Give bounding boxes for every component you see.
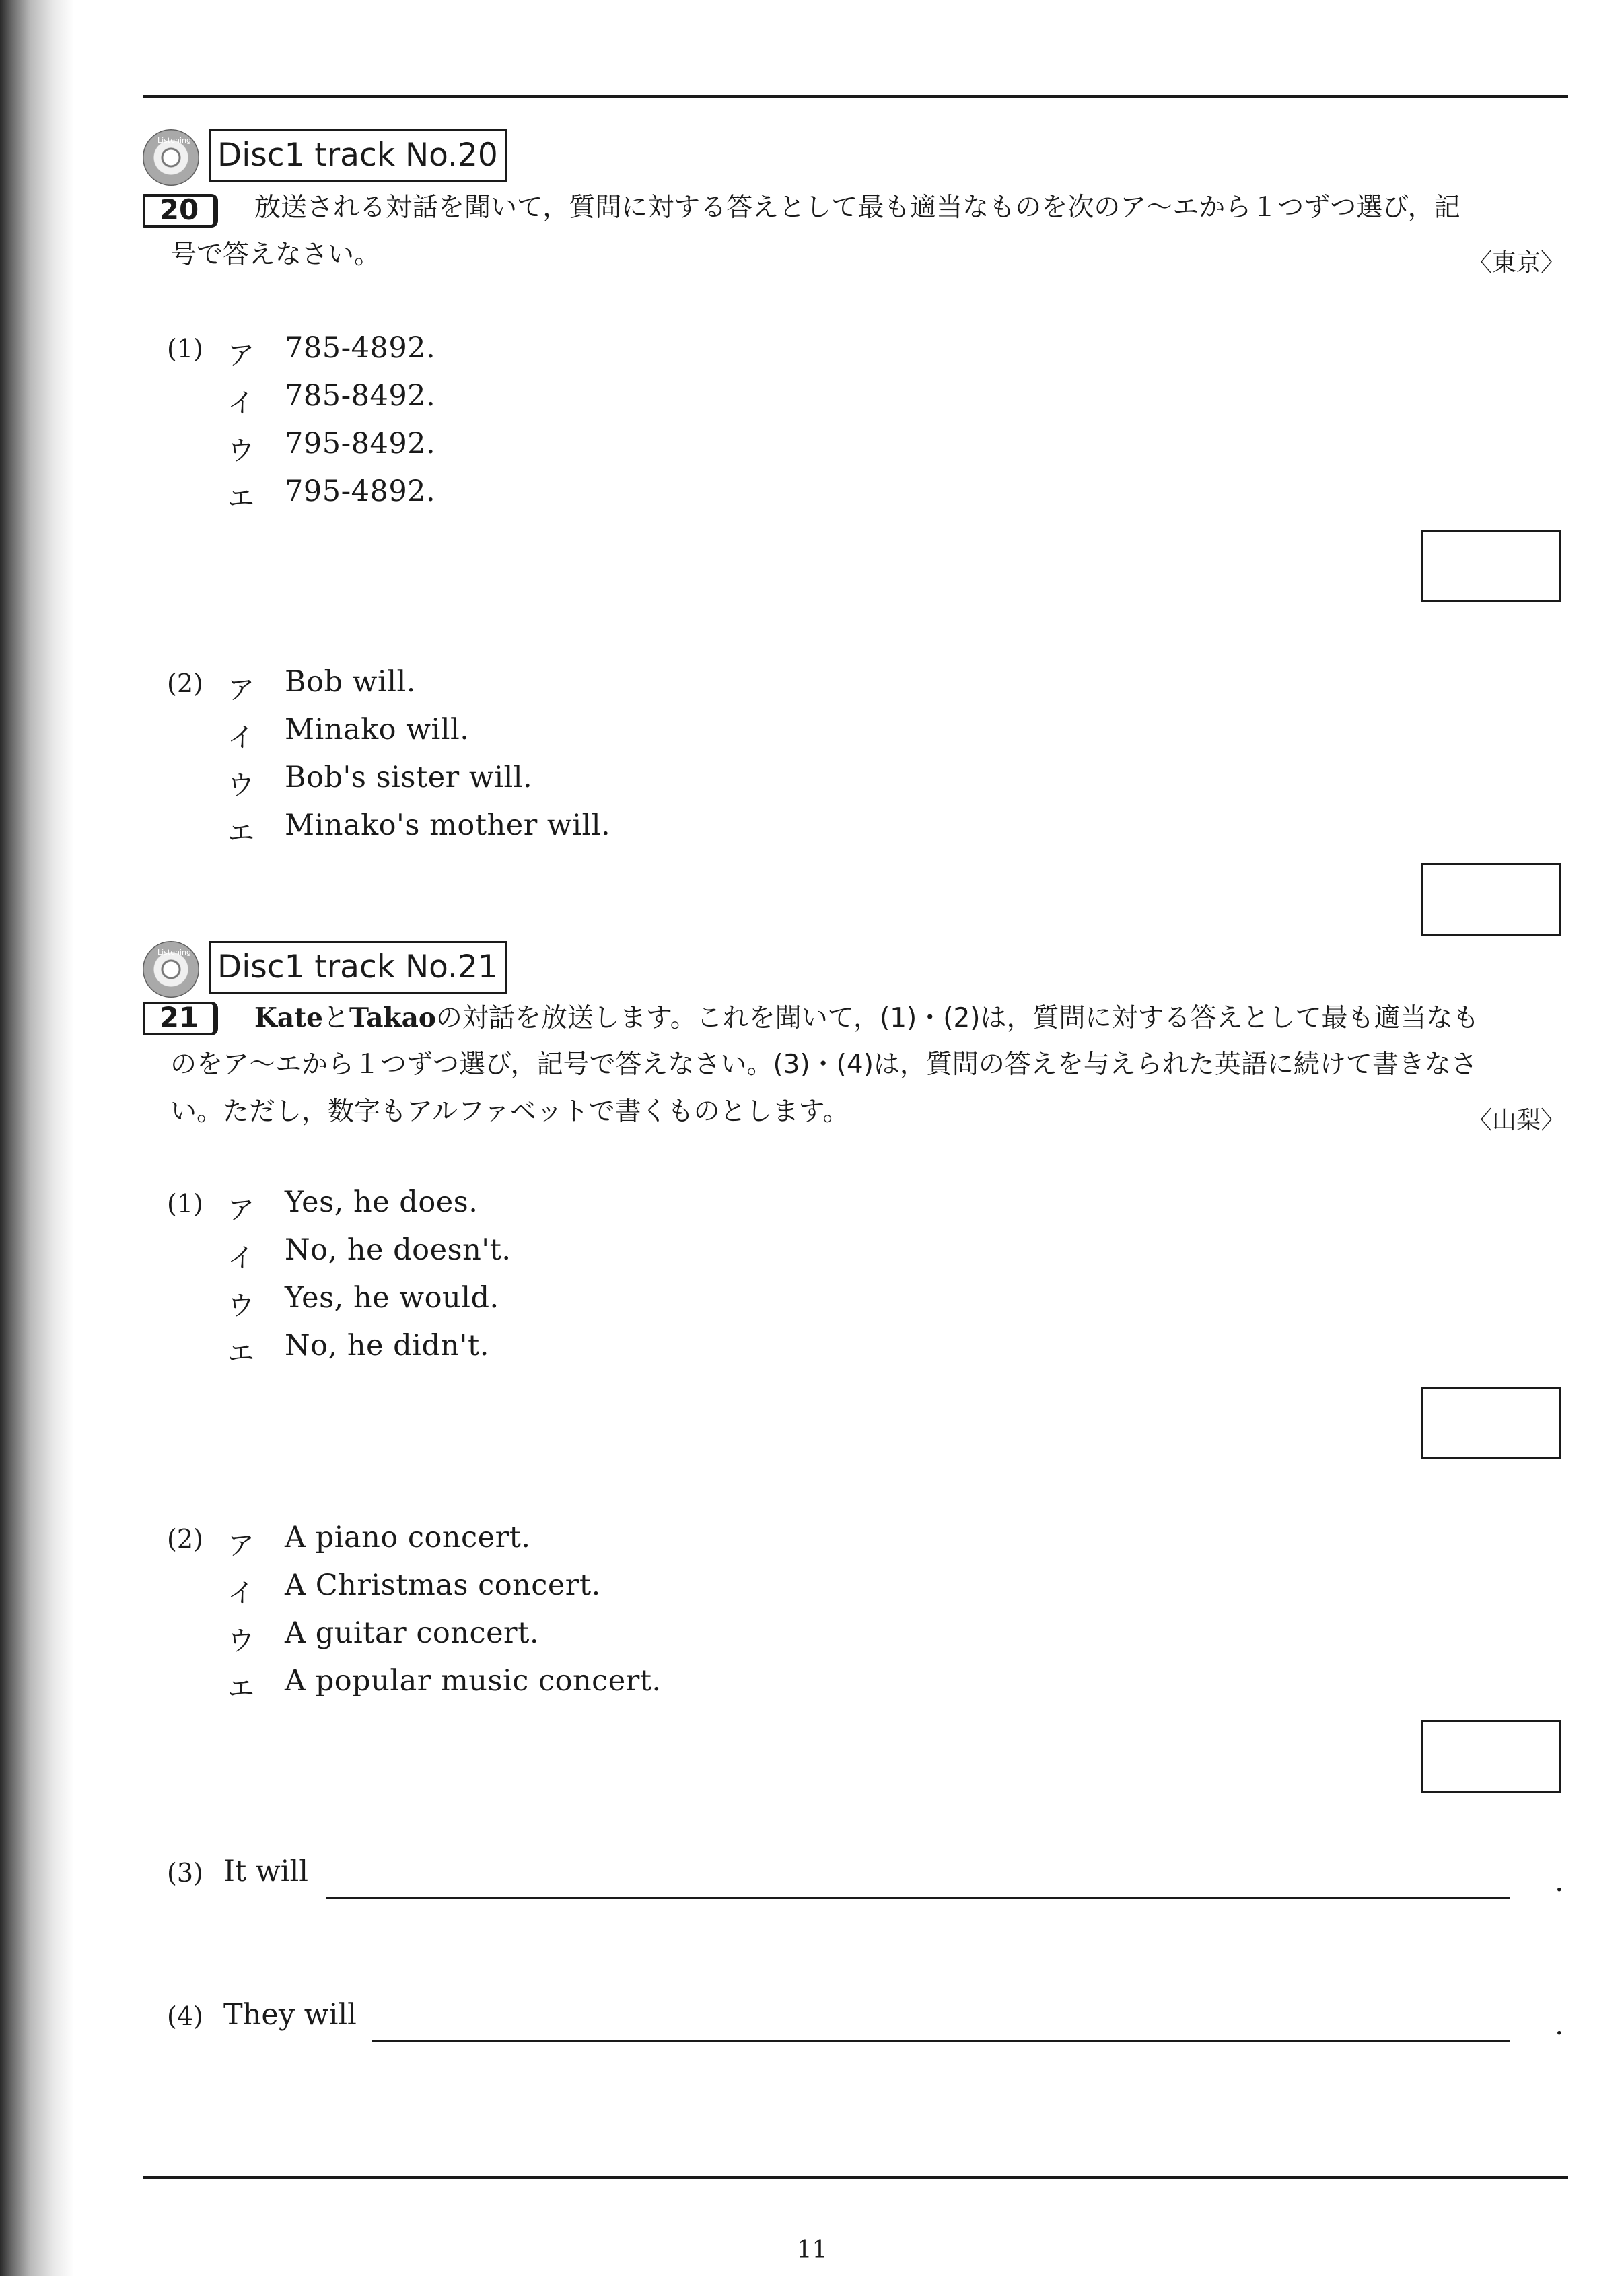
option-letter: イ bbox=[227, 1243, 254, 1274]
instruction-21-line1-rest: の対話を放送します。これを聞いて，(1)・(2)は，質問に対する答えとして最も適当なも bbox=[435, 1003, 1479, 1033]
answer-line[interactable] bbox=[372, 2040, 1510, 2042]
top-rule bbox=[143, 95, 1568, 98]
question-number-21: 21 bbox=[143, 1002, 218, 1035]
option-letter: ウ bbox=[227, 1626, 254, 1657]
option-text: 795-8492. bbox=[285, 427, 436, 460]
answer-box[interactable] bbox=[1421, 1720, 1561, 1793]
option-letter: ウ bbox=[227, 1290, 254, 1321]
source-tokyo: 〈東京〉 bbox=[1467, 249, 1565, 277]
track-label: Disc1 track No.21 bbox=[209, 941, 507, 994]
question-number-20: 20 bbox=[143, 194, 218, 228]
option-text: 785-8492. bbox=[285, 379, 436, 413]
fill-in-prompt: It will bbox=[223, 1855, 308, 1888]
option-letter: ウ bbox=[227, 770, 254, 801]
instruction-21-line1 bbox=[254, 994, 1479, 1042]
option-text: 785-4892. bbox=[285, 331, 436, 365]
option-letter: エ bbox=[227, 1674, 254, 1704]
cd-icon-label: Listening bbox=[157, 948, 191, 957]
name-takao: Takao bbox=[349, 1002, 436, 1033]
page-binding-shadow bbox=[0, 0, 74, 2276]
cd-icon bbox=[143, 129, 199, 186]
option-text: A popular music concert. bbox=[285, 1664, 662, 1698]
option-text: Minako will. bbox=[285, 713, 470, 747]
instruction-21-line2: のをア～エから１つずつ選び，記号で答えなさい。(3)・(4)は，質問の答えを与えられた英語に続けて書きなさ bbox=[170, 1049, 1477, 1080]
option-letter: イ bbox=[227, 388, 254, 419]
option-text: Minako's mother will. bbox=[285, 808, 611, 842]
cd-icon-label: Listening bbox=[157, 136, 191, 145]
option-text: Yes, he does. bbox=[285, 1185, 479, 1219]
option-letter: エ bbox=[227, 483, 254, 514]
option-text: Bob will. bbox=[285, 665, 416, 699]
option-text: A Christmas concert. bbox=[285, 1568, 601, 1602]
instruction-20-line1: 放送される対話を聞いて，質問に対する答えとして最も適当なものを次のア～エから１つずつ選び，記 bbox=[254, 193, 1460, 223]
option-text: 795-4892. bbox=[285, 475, 436, 508]
cd-icon bbox=[143, 941, 199, 998]
answer-box[interactable] bbox=[1421, 1387, 1561, 1459]
particle-to: と bbox=[323, 1003, 350, 1033]
name-kate: Kate bbox=[254, 1002, 323, 1033]
option-letter: イ bbox=[227, 722, 254, 753]
question-label: (4) bbox=[167, 2001, 203, 2031]
instruction-21-line3: い。ただし，数字もアルファベットで書くものとします。 bbox=[170, 1097, 849, 1127]
instruction-20-line2: 号で答えなさい。 bbox=[170, 240, 381, 270]
question-label: (3) bbox=[167, 1858, 203, 1888]
question-label: (1) bbox=[167, 1189, 203, 1218]
option-letter: イ bbox=[227, 1578, 254, 1609]
option-text: Bob's sister will. bbox=[285, 761, 533, 794]
question-label: (1) bbox=[167, 334, 203, 364]
answer-box[interactable] bbox=[1421, 530, 1561, 602]
bottom-rule bbox=[143, 2176, 1568, 2179]
question-label: (2) bbox=[167, 1524, 203, 1554]
sentence-period: . bbox=[1555, 1865, 1564, 1898]
option-text: A guitar concert. bbox=[285, 1616, 540, 1650]
sentence-period: . bbox=[1555, 2008, 1564, 2042]
fill-in-prompt: They will bbox=[223, 1998, 357, 2032]
option-text: No, he doesn't. bbox=[285, 1233, 511, 1267]
option-letter: エ bbox=[227, 818, 254, 849]
track-label: Disc1 track No.20 bbox=[209, 129, 507, 182]
option-letter: ア bbox=[227, 1195, 254, 1226]
option-letter: ア bbox=[227, 340, 254, 371]
option-text: Yes, he would. bbox=[285, 1281, 499, 1315]
option-text: A piano concert. bbox=[285, 1521, 531, 1554]
option-letter: ア bbox=[227, 1530, 254, 1561]
answer-box[interactable] bbox=[1421, 863, 1561, 936]
option-letter: ウ bbox=[227, 436, 254, 467]
question-label: (2) bbox=[167, 668, 203, 698]
answer-line[interactable] bbox=[326, 1897, 1510, 1899]
option-letter: ア bbox=[227, 675, 254, 705]
option-letter: エ bbox=[227, 1338, 254, 1369]
page-number: 11 bbox=[796, 2236, 828, 2264]
option-text: No, he didn't. bbox=[285, 1329, 489, 1363]
source-yamanashi: 〈山梨〉 bbox=[1467, 1107, 1565, 1134]
